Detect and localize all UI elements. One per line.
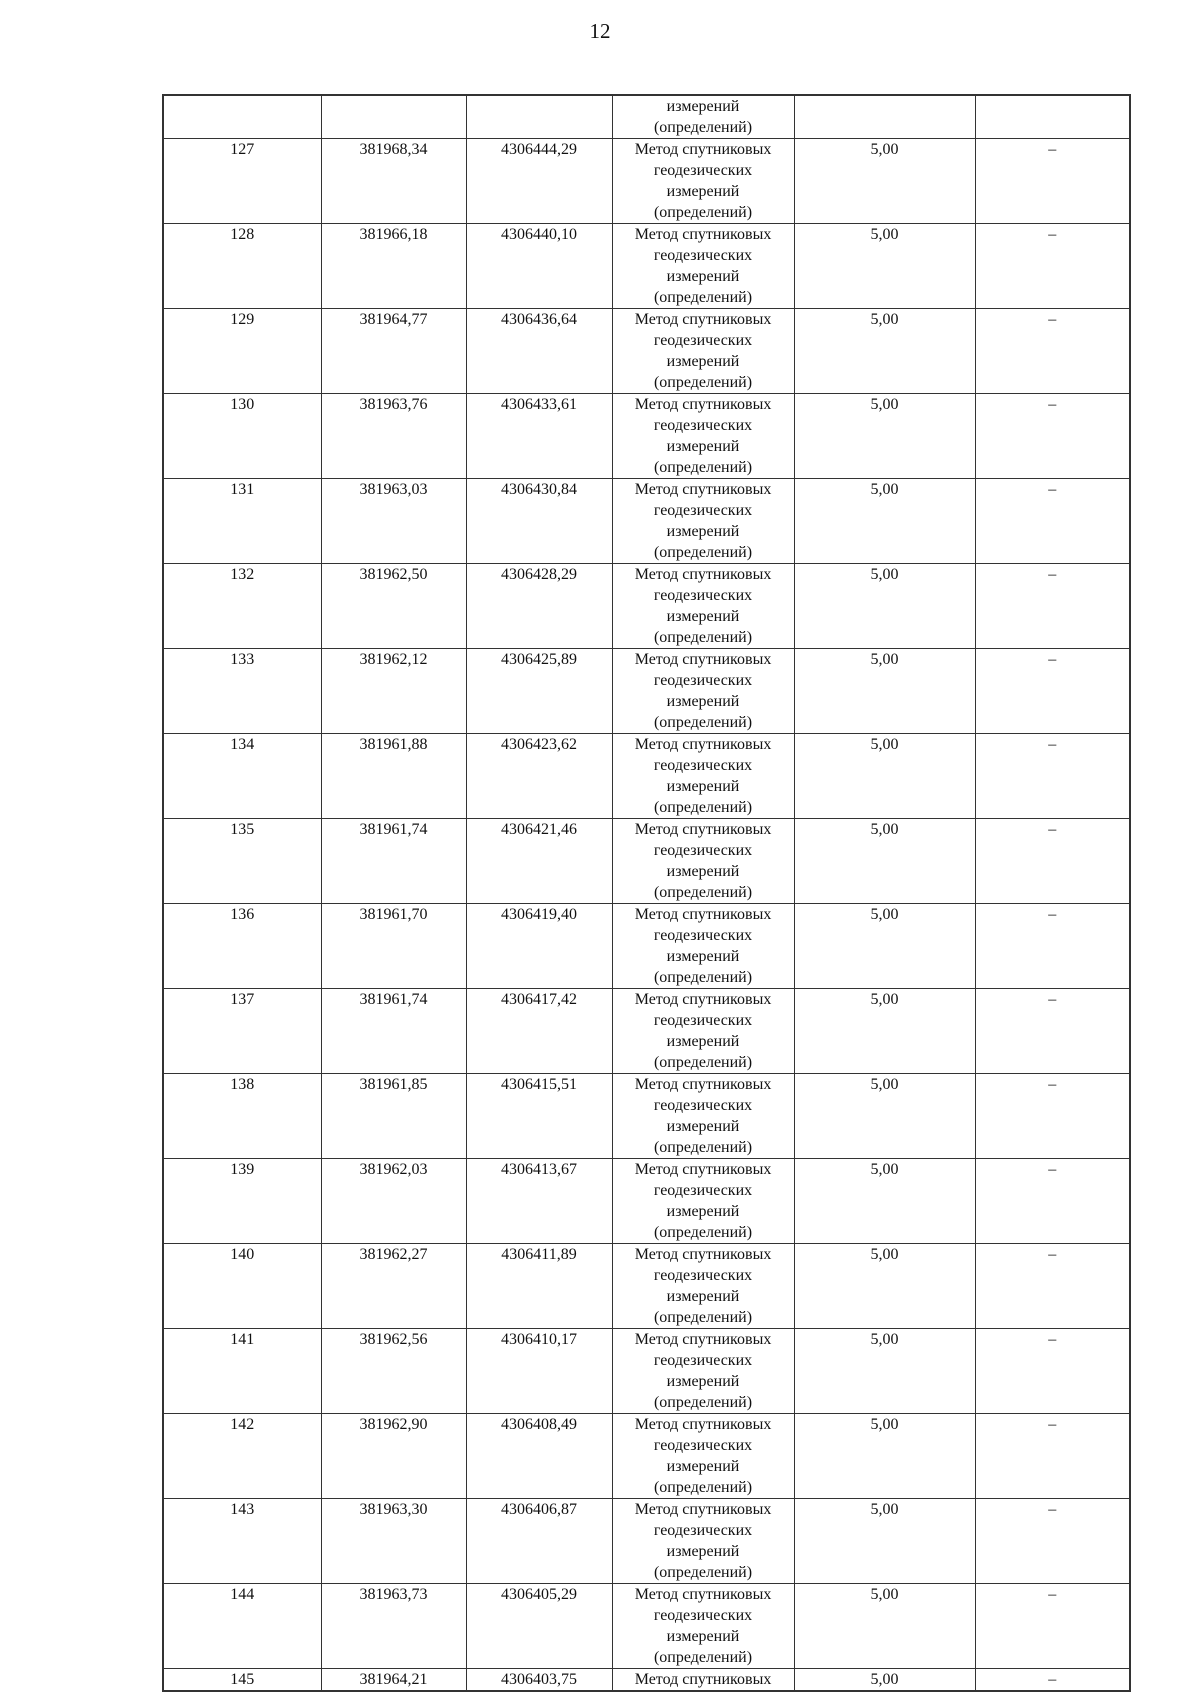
cell-accuracy: 5,00 — [794, 649, 975, 734]
cell-note: – — [975, 1244, 1130, 1329]
method-line: (определений) — [653, 1479, 753, 1496]
cell-x: 381962,27 — [321, 1244, 466, 1329]
method-line: Метод спутниковых — [634, 481, 772, 498]
cell-accuracy: 5,00 — [794, 1244, 975, 1329]
cell-note: – — [975, 309, 1130, 394]
cell-note: – — [975, 139, 1130, 224]
cell-note: – — [975, 1669, 1130, 1692]
method-line: геодезических — [653, 247, 753, 264]
method-line: (определений) — [653, 544, 753, 561]
cell-y: 4306421,46 — [466, 819, 612, 904]
method-line: геодезических — [653, 672, 753, 689]
method-line: Метод спутниковых — [634, 1076, 772, 1093]
method-line: измерений — [666, 693, 740, 710]
method-line: измерений — [666, 1373, 740, 1390]
method-line: измерений — [666, 1033, 740, 1050]
cell-note: – — [975, 904, 1130, 989]
cell-x: 381962,56 — [321, 1329, 466, 1414]
method-line: (определений) — [653, 459, 753, 476]
method-line: Метод спутниковых — [634, 1331, 772, 1348]
cell-note: – — [975, 989, 1130, 1074]
method-line: Метод спутниковых — [634, 821, 772, 838]
cell-accuracy: 5,00 — [794, 1329, 975, 1414]
cell-accuracy: 5,00 — [794, 819, 975, 904]
method-line: измерений — [666, 353, 740, 370]
table-row — [163, 649, 1130, 734]
cell-num: 141 — [163, 1329, 321, 1414]
cell-y: 4306440,10 — [466, 224, 612, 309]
cell-num: 136 — [163, 904, 321, 989]
method-line: Метод спутниковых — [634, 651, 772, 668]
method-line: геодезических — [653, 757, 753, 774]
cell-y: 4306436,64 — [466, 309, 612, 394]
cell-method — [612, 1414, 794, 1499]
method-line: (определений) — [653, 374, 753, 391]
coordinates-table-wrapper — [162, 94, 1129, 1692]
method-line: (определений) — [653, 119, 753, 136]
method-line: измерений — [666, 1458, 740, 1475]
method-line: геодезических — [653, 587, 753, 604]
cell-x: 381963,03 — [321, 479, 466, 564]
method-line: измерений — [666, 1628, 740, 1645]
method-line: измерений — [666, 523, 740, 540]
table-row — [163, 309, 1130, 394]
cell-x: 381962,12 — [321, 649, 466, 734]
cell-method — [612, 394, 794, 479]
cell-accuracy: 5,00 — [794, 1414, 975, 1499]
method-line: Метод спутниковых — [634, 141, 772, 158]
cell-note: – — [975, 1499, 1130, 1584]
method-line: измерений — [666, 98, 740, 115]
method-line: (определений) — [653, 1564, 753, 1581]
cell-num — [163, 95, 321, 139]
method-line: измерений — [666, 863, 740, 880]
table-row — [163, 1244, 1130, 1329]
table-row-continuation — [163, 95, 1130, 139]
method-line: (определений) — [653, 289, 753, 306]
cell-x: 381961,74 — [321, 989, 466, 1074]
cell-y — [466, 95, 612, 139]
cell-note: – — [975, 1329, 1130, 1414]
cell-num: 132 — [163, 564, 321, 649]
cell-y: 4306425,89 — [466, 649, 612, 734]
cell-note: – — [975, 1414, 1130, 1499]
cell-y: 4306405,29 — [466, 1584, 612, 1669]
method-line: геодезических — [653, 1012, 753, 1029]
cell-accuracy: 5,00 — [794, 139, 975, 224]
cell-note: – — [975, 734, 1130, 819]
method-line: геодезических — [653, 1352, 753, 1369]
cell-accuracy: 5,00 — [794, 394, 975, 479]
cell-x — [321, 95, 466, 139]
cell-accuracy: 5,00 — [794, 989, 975, 1074]
cell-method — [612, 989, 794, 1074]
cell-num: 127 — [163, 139, 321, 224]
method-line: (определений) — [653, 884, 753, 901]
cell-x: 381966,18 — [321, 224, 466, 309]
method-line: Метод спутниковых — [634, 396, 772, 413]
table-row — [163, 1329, 1130, 1414]
cell-num: 133 — [163, 649, 321, 734]
cell-num: 130 — [163, 394, 321, 479]
cell-accuracy: 5,00 — [794, 1499, 975, 1584]
method-line: измерений — [666, 608, 740, 625]
table-row — [163, 1584, 1130, 1669]
cell-y: 4306413,67 — [466, 1159, 612, 1244]
method-line: (определений) — [653, 969, 753, 986]
table-row — [163, 1499, 1130, 1584]
cell-note: – — [975, 1584, 1130, 1669]
table-row — [163, 1074, 1130, 1159]
cell-x: 381962,90 — [321, 1414, 466, 1499]
cell-x: 381961,85 — [321, 1074, 466, 1159]
cell-y: 4306411,89 — [466, 1244, 612, 1329]
method-line: (определений) — [653, 1309, 753, 1326]
cell-x: 381963,30 — [321, 1499, 466, 1584]
method-line: (определений) — [653, 204, 753, 221]
cell-x: 381961,74 — [321, 819, 466, 904]
cell-accuracy: 5,00 — [794, 734, 975, 819]
method-line: Метод спутниковых — [634, 991, 772, 1008]
cell-x: 381963,76 — [321, 394, 466, 479]
cell-x: 381964,77 — [321, 309, 466, 394]
method-line: (определений) — [653, 799, 753, 816]
cell-method — [612, 309, 794, 394]
cell-y: 4306444,29 — [466, 139, 612, 224]
method-line: Метод спутниковых — [634, 1416, 772, 1433]
coordinates-table — [162, 94, 1131, 1692]
cell-note: – — [975, 819, 1130, 904]
cell-method — [612, 564, 794, 649]
method-line: (определений) — [653, 714, 753, 731]
cell-method — [612, 649, 794, 734]
cell-num: 143 — [163, 1499, 321, 1584]
page-number: 12 — [589, 19, 611, 43]
cell-y: 4306403,75 — [466, 1669, 612, 1692]
method-line: Метод спутниковых — [634, 1161, 772, 1178]
cell-x: 381961,88 — [321, 734, 466, 819]
cell-method — [612, 1499, 794, 1584]
method-line: Метод спутниковых — [634, 1501, 772, 1518]
cell-num: 135 — [163, 819, 321, 904]
method-line: (определений) — [653, 1139, 753, 1156]
table-row — [163, 1159, 1130, 1244]
method-line: измерений — [666, 1203, 740, 1220]
method-line: геодезических — [653, 1607, 753, 1624]
cell-x: 381962,50 — [321, 564, 466, 649]
cell-num: 139 — [163, 1159, 321, 1244]
table-body — [163, 95, 1130, 1691]
method-line: Метод спутниковых — [634, 1246, 772, 1263]
cell-y: 4306428,29 — [466, 564, 612, 649]
table-row — [163, 734, 1130, 819]
cell-method — [612, 1669, 794, 1692]
cell-y: 4306415,51 — [466, 1074, 612, 1159]
cell-num: 138 — [163, 1074, 321, 1159]
cell-num: 140 — [163, 1244, 321, 1329]
method-line: Метод спутниковых — [634, 1586, 772, 1603]
method-line: геодезических — [653, 842, 753, 859]
table-row — [163, 224, 1130, 309]
cell-y: 4306410,17 — [466, 1329, 612, 1414]
cell-accuracy: 5,00 — [794, 1669, 975, 1692]
method-line: геодезических — [653, 1522, 753, 1539]
method-line: геодезических — [653, 332, 753, 349]
method-line: геодезических — [653, 927, 753, 944]
method-line: измерений — [666, 1288, 740, 1305]
cell-note: – — [975, 479, 1130, 564]
cell-y: 4306430,84 — [466, 479, 612, 564]
cell-x: 381968,34 — [321, 139, 466, 224]
table-row — [163, 564, 1130, 649]
cell-num: 144 — [163, 1584, 321, 1669]
method-line: Метод спутниковых — [634, 906, 772, 923]
method-line: измерений — [666, 948, 740, 965]
cell-note — [975, 95, 1130, 139]
table-row — [163, 139, 1130, 224]
cell-num: 131 — [163, 479, 321, 564]
method-line: геодезических — [653, 1097, 753, 1114]
method-line: геодезических — [653, 417, 753, 434]
cell-accuracy: 5,00 — [794, 1584, 975, 1669]
table-row — [163, 989, 1130, 1074]
cell-method — [612, 479, 794, 564]
method-line: (определений) — [653, 1394, 753, 1411]
cell-num: 134 — [163, 734, 321, 819]
method-line: (определений) — [653, 1054, 753, 1071]
cell-method — [612, 139, 794, 224]
cell-accuracy: 5,00 — [794, 224, 975, 309]
cell-accuracy: 5,00 — [794, 904, 975, 989]
cell-method — [612, 224, 794, 309]
cell-method — [612, 1244, 794, 1329]
cell-method — [612, 734, 794, 819]
cell-accuracy — [794, 95, 975, 139]
method-line: геодезических — [653, 1267, 753, 1284]
method-line: измерений — [666, 1118, 740, 1135]
method-line: измерений — [666, 183, 740, 200]
cell-num: 128 — [163, 224, 321, 309]
method-line: Метод спутниковых — [634, 311, 772, 328]
method-line: (определений) — [653, 1224, 753, 1241]
cell-accuracy: 5,00 — [794, 564, 975, 649]
method-line: измерений — [666, 268, 740, 285]
cell-num: 142 — [163, 1414, 321, 1499]
method-line: (определений) — [653, 629, 753, 646]
table-row — [163, 1414, 1130, 1499]
cell-note: – — [975, 1159, 1130, 1244]
cell-note: – — [975, 649, 1130, 734]
cell-y: 4306406,87 — [466, 1499, 612, 1584]
table-row-last — [163, 1669, 1130, 1692]
table-row — [163, 394, 1130, 479]
cell-method — [612, 1584, 794, 1669]
cell-x: 381962,03 — [321, 1159, 466, 1244]
method-line: геодезических — [653, 1182, 753, 1199]
cell-method — [612, 819, 794, 904]
method-line: (определений) — [653, 1649, 753, 1666]
method-line: геодезических — [653, 162, 753, 179]
cell-num: 145 — [163, 1669, 321, 1692]
cell-y: 4306419,40 — [466, 904, 612, 989]
cell-method — [612, 904, 794, 989]
cell-y: 4306423,62 — [466, 734, 612, 819]
method-line: Метод спутниковых — [634, 566, 772, 583]
cell-note: – — [975, 224, 1130, 309]
table-row — [163, 904, 1130, 989]
cell-x: 381963,73 — [321, 1584, 466, 1669]
cell-y: 4306417,42 — [466, 989, 612, 1074]
method-line: измерений — [666, 438, 740, 455]
cell-accuracy: 5,00 — [794, 479, 975, 564]
method-line: Метод спутниковых — [634, 736, 772, 753]
cell-method — [612, 95, 794, 139]
method-line: геодезических — [653, 1437, 753, 1454]
cell-note: – — [975, 394, 1130, 479]
cell-note: – — [975, 564, 1130, 649]
cell-num: 137 — [163, 989, 321, 1074]
cell-method — [612, 1329, 794, 1414]
cell-method — [612, 1074, 794, 1159]
cell-method — [612, 1159, 794, 1244]
cell-y: 4306433,61 — [466, 394, 612, 479]
cell-note: – — [975, 1074, 1130, 1159]
method-line: измерений — [666, 778, 740, 795]
cell-y: 4306408,49 — [466, 1414, 612, 1499]
cell-num: 129 — [163, 309, 321, 394]
cell-accuracy: 5,00 — [794, 1074, 975, 1159]
method-line: геодезических — [653, 502, 753, 519]
method-line: Метод спутниковых — [634, 226, 772, 243]
method-line: Метод спутниковых — [634, 1671, 772, 1688]
cell-x: 381961,70 — [321, 904, 466, 989]
method-line: измерений — [666, 1543, 740, 1560]
cell-accuracy: 5,00 — [794, 309, 975, 394]
cell-accuracy: 5,00 — [794, 1159, 975, 1244]
cell-x: 381964,21 — [321, 1669, 466, 1692]
table-row — [163, 819, 1130, 904]
table-row — [163, 479, 1130, 564]
